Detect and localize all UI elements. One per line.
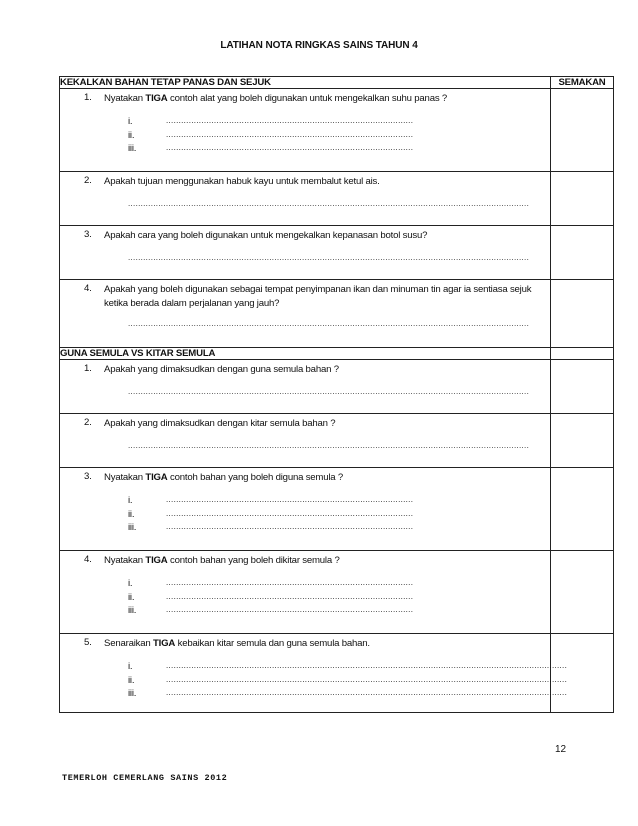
question-number: 2. [84, 175, 92, 186]
answer-line[interactable]: iii. .................................................................................................. [128, 522, 414, 533]
answer-line[interactable]: iii. .................................................................................................. [128, 605, 414, 616]
question-number: 4. [84, 283, 92, 294]
check-cell[interactable] [551, 348, 614, 360]
question-number: 4. [84, 554, 92, 565]
answer-line[interactable]: ............................................................................................................................................................... [128, 199, 530, 208]
question-row [60, 280, 614, 348]
question-number: 1. [84, 92, 92, 103]
question-row [60, 226, 614, 280]
question-text: Apakah yang dimaksudkan dengan kitar semula bahan ? [104, 418, 336, 429]
question-number: 1. [84, 363, 92, 374]
question-row [60, 414, 614, 468]
answer-line[interactable]: i. .................................................................................................. [128, 495, 414, 506]
question-row [60, 89, 614, 172]
check-cell[interactable] [551, 226, 614, 280]
check-cell[interactable] [551, 360, 614, 414]
question-row [60, 172, 614, 226]
section-title: GUNA SEMULA VS KITAR SEMULA [60, 348, 551, 360]
question-text: Nyatakan TIGA contoh bahan yang boleh diguna semula ? [104, 472, 344, 483]
section-header-2 [60, 348, 614, 360]
question-text: Apakah cara yang boleh digunakan untuk mengekalkan kepanasan botol susu? [104, 230, 428, 241]
answer-line[interactable]: ii. ............................................................................................................................................................... [128, 674, 568, 686]
question-number: 3. [84, 229, 92, 240]
answer-line[interactable]: iii. .................................................................................................. [128, 143, 414, 154]
answer-line[interactable]: ii. .................................................................................................. [128, 508, 414, 520]
section-header-1 [60, 77, 614, 89]
question-number: 2. [84, 417, 92, 428]
question-number: 3. [84, 471, 92, 482]
check-cell[interactable] [551, 551, 614, 634]
check-cell[interactable] [551, 468, 614, 551]
question-text: Nyatakan TIGA contoh bahan yang boleh dikitar semula ? [104, 555, 340, 566]
answer-line[interactable]: ii. .................................................................................................. [128, 591, 414, 603]
check-cell[interactable] [551, 414, 614, 468]
answer-line[interactable]: i. .................................................................................................. [128, 578, 414, 589]
question-text: Nyatakan TIGA contoh alat yang boleh digunakan untuk mengekalkan suhu panas ? [104, 93, 448, 104]
answer-line[interactable]: i. .................................................................................................. [128, 116, 414, 127]
page-title: LATIHAN NOTA RINGKAS SAINS TAHUN 4 [220, 40, 418, 51]
footer-text: TEMERLOH CEMERLANG SAINS 2012 [62, 773, 228, 783]
answer-line[interactable]: ii. .................................................................................................. [128, 129, 414, 141]
question-text: Senaraikan TIGA kebaikan kitar semula dan guna semula bahan. [104, 638, 370, 649]
answer-line[interactable]: ............................................................................................................................................................... [128, 387, 530, 396]
answer-line[interactable]: iii. ............................................................................................................................................................... [128, 688, 568, 699]
check-cell[interactable] [551, 172, 614, 226]
question-number: 5. [84, 637, 92, 648]
question-row [60, 551, 614, 634]
question-row [60, 634, 614, 713]
page-number: 12 [555, 744, 567, 755]
check-column-header: SEMAKAN [551, 77, 614, 89]
question-row [60, 468, 614, 551]
check-cell[interactable] [551, 280, 614, 348]
answer-line[interactable]: ............................................................................................................................................................... [128, 319, 530, 328]
answer-line[interactable]: i. ............................................................................................................................................................... [128, 661, 568, 672]
worksheet-table [59, 76, 614, 713]
answer-line[interactable]: ............................................................................................................................................................... [128, 441, 530, 450]
question-text: Apakah tujuan menggunakan habuk kayu untuk membalut ketul ais. [104, 176, 380, 187]
question-row [60, 360, 614, 414]
section-title: KEKALKAN BAHAN TETAP PANAS DAN SEJUK [60, 77, 551, 89]
check-cell[interactable] [551, 634, 614, 713]
answer-line[interactable]: ............................................................................................................................................................... [128, 253, 530, 262]
question-text: Apakah yang boleh digunakan sebagai tempat penyimpanan ikan dan minuman tin agar ia sentiasa sejuk ketika berada dalam perjalanan yang jauh? [104, 284, 532, 309]
check-cell[interactable] [551, 89, 614, 172]
question-text: Apakah yang dimaksudkan dengan guna semula bahan ? [104, 364, 339, 375]
